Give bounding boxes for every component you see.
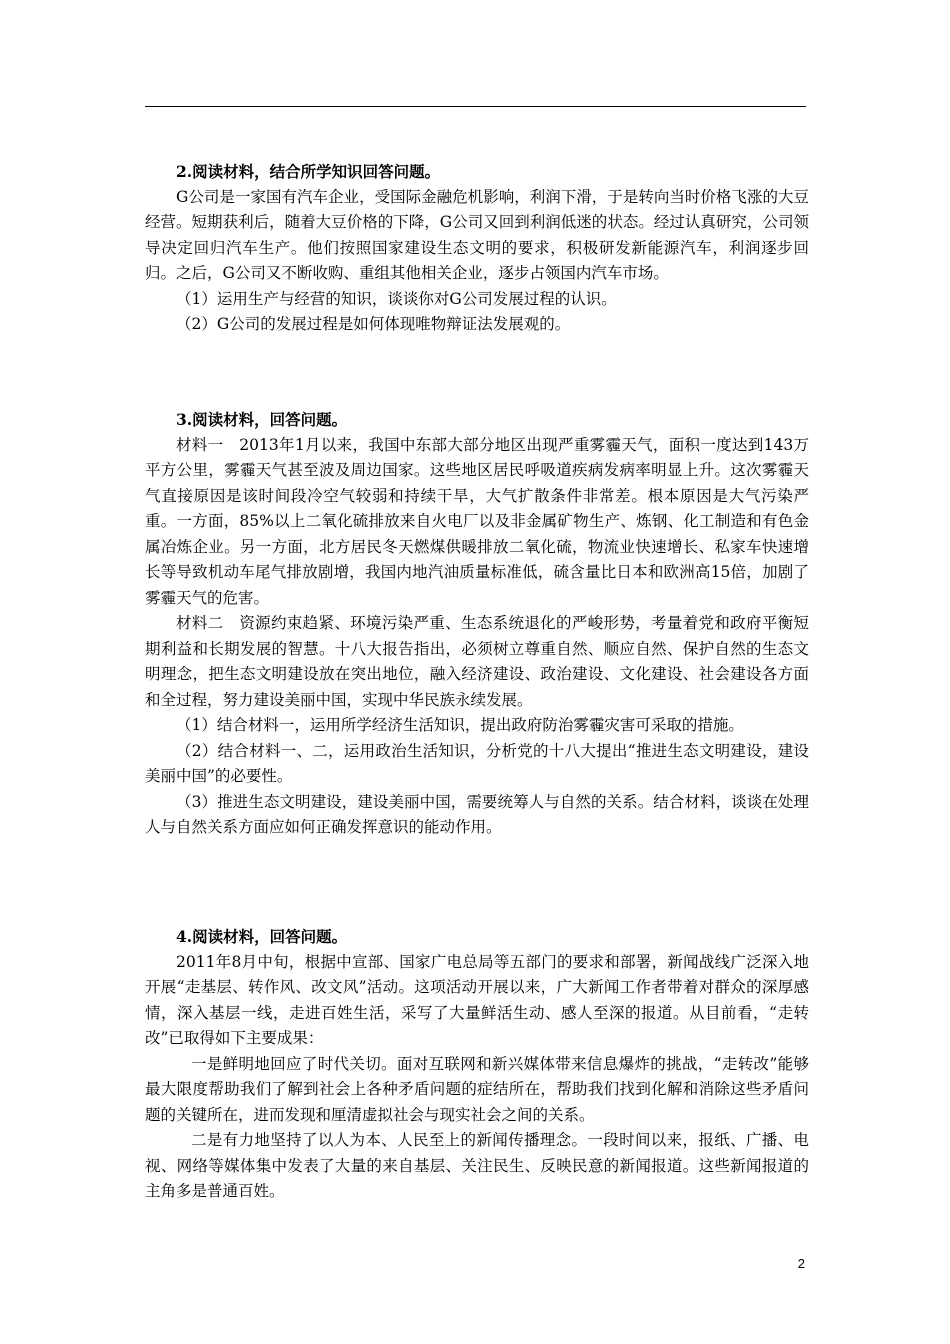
question-4-intro: 2011年8月中旬，根据中宣部、国家广电总局等五部门的要求和部署，新闻战线广泛深入地开展“走基层、转作风、改文风”活动。这项活动开展以来，广大新闻工作者带着对群众的深厚感情，深入基层一线，走进百姓生活，采写了大量鲜活生动、感人至深的报道。从目前看，“走转改”已取得如下主要成果： [145, 952, 809, 1047]
question-4-point-1: 一是鲜明地回应了时代关切。面对互联网和新兴媒体带来信息爆炸的挑战，“走转改”能够最大限度帮助我们了解到社会上各种矛盾问题的症结所在，帮助我们找到化解和消除这些矛盾问题的关键所在，进而发现和厘清虚拟社会与现实社会之间的关系。 [145, 1054, 809, 1124]
question-3 [145, 407, 809, 841]
question-2-material: G公司是一家国有汽车企业，受国际金融危机影响，利润下滑，于是转向当时价格飞涨的大豆经营。短期获利后，随着大豆价格的下降，G公司又回到利润低迷的状态。经过认真研究，公司领导决定回归汽车生产。他们按照国家建设生态文明的要求，积极研发新能源汽车，利润逐步回归。之后，G公司又不断收购、重组其他相关企业，逐步占领国内汽车市场。 [145, 187, 809, 282]
question-4 [145, 924, 809, 1205]
question-2-title: 2.阅读材料，结合所学知识回答问题。 [176, 162, 441, 181]
page-number: 2 [797, 1256, 805, 1271]
question-3-sub-1: （1）结合材料一，运用所学经济生活知识，提出政府防治雾霾灾害可采取的措施。 [176, 716, 744, 734]
question-2 [145, 159, 809, 338]
question-4-title: 4.阅读材料，回答问题。 [176, 927, 348, 946]
question-3-material-1: 材料一 2013年1月以来，我国中东部大部分地区出现严重雾霾天气，面积一度达到143万平方公里，雾霾天气甚至波及周边国家。这些地区居民呼吸道疾病发病率明显上升。这次雾霾天气直接原因是该时间段冷空气较弱和持续干旱，大气扩散条件非常差。根本原因是大气污染严重。一方面，85%以上二氧化硫排放来自火电厂以及非金属矿物生产、炼钢、化工制造和有色金属冶炼企业。另一方面，北方居民冬天燃煤供暖排放二氧化硫，物流业快速增长、私家车快速增长等导致机动车尾气排放剧增，我国内地汽油质量标准低，硫含量比日本和欧洲高15倍，加剧了雾霾天气的危害。 [145, 435, 809, 607]
question-3-title: 3.阅读材料，回答问题。 [176, 410, 348, 429]
question-2-sub-1: （1）运用生产与经营的知识，谈谈你对G公司发展过程的认识。 [176, 289, 617, 308]
question-4-point-2: 二是有力地坚持了以人为本、人民至上的新闻传播理念。一段时间以来，报纸、广播、电视、网络等媒体集中发表了大量的来自基层、关注民生、反映民意的新闻报道。这些新闻报道的主角多是普通百姓。 [145, 1131, 809, 1200]
question-3-material-2: 材料二 资源约束趋紧、环境污染严重、生态系统退化的严峻形势，考量着党和政府平衡短期利益和长期发展的智慧。十八大报告指出，必须树立尊重自然、顺应自然、保护自然的生态文明理念，把生态文明建设放在突出地位，融入经济建设、政治建设、文化建设、社会建设各方面和全过程，努力建设美丽中国，实现中华民族永续发展。 [145, 614, 809, 709]
question-2-sub-2: （2）G公司的发展过程是如何体现唯物辩证法发展观的。 [176, 315, 571, 333]
header-rule [145, 106, 806, 107]
question-3-sub-2: （2）结合材料一、二，运用政治生活知识，分析党的十八大提出“推进生态文明建设，建设美丽中国”的必要性。 [145, 741, 809, 785]
question-3-sub-3: （3）推进生态文明建设，建设美丽中国，需要统筹人与自然的关系。结合材料，谈谈在处理人与自然关系方面应如何正确发挥意识的能动作用。 [145, 792, 809, 836]
